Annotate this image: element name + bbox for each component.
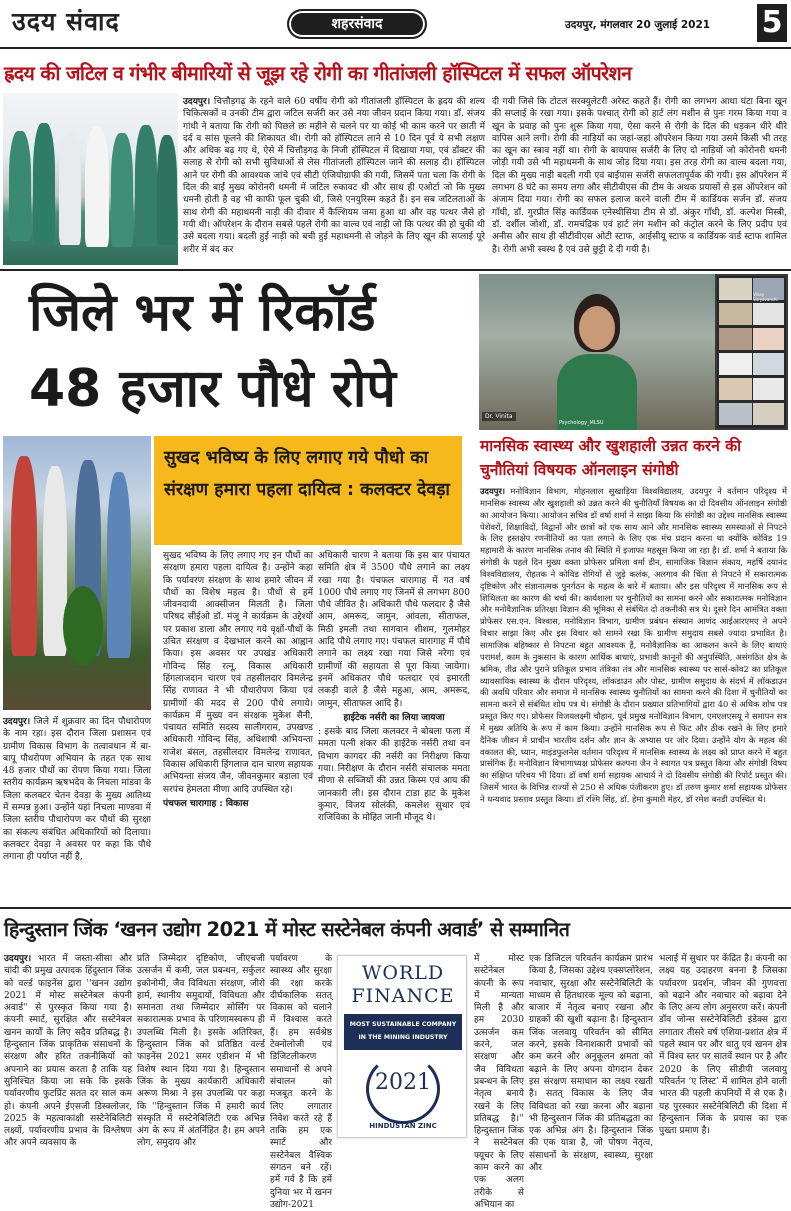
story2-quote-box <box>154 436 462 545</box>
story3-body: उदयपुर। मनोविज्ञान विभाग, मोहनलाल सुखाड़िया विश्वविद्यालय, उदयपुर ने वर्तमान परिदृश्य में मानसिक स्वास्थ्य और खुशहाली को उन्नत करने की चुनौतियाँ विषयक का दो दिवसीय ऑनलाइन संगोष्ठी का आयोजन किया। आयोजन सचिव डॉ वर्षा शर्मा ने साझा किया कि संगोष्ठी का उद्देश्य मानसिक स्वास्थ्य पेशेवरों, शिक्षाविदों, विद्वानों और छात्रों को एक साथ आने और मानसिक स्वास्थ्य समस्याओं से निपटने के लिए हस्तक्षेप रणनीतियों का पता लगाने के लिए एक मंच प्रदान करना था क्योंकि कोविड 19 महामारी के कारण मानसिक तनाव की स्थिति में इजाफा महसूस किया जा रहा है। डॉ. शर्मा ने बताया कि संगोष्ठी के पहले दिन मुख्य वक्ता प्रोफेसर प्रमिला वर्मा डीन, सामाजिक विज्ञान संकाय, महर्षि दयानंद विश्वविद्यालय, रोहतक ने कोविड रोगियों से जुड़े कलंक, अलगाव की चिंता से निपटने में सकारात्मक दृष्टिकोण और संज्ञानात्मक पुनर्गठन के महत्व के बारे में बताया। और इस परिदृश्य में मानसिक रूप से शिथिलता का कारण की चर्चा की। कार्यशाला पर चुनौतियों का सामना करने और सकारात्मक मनोविज्ञान और मनोवैज्ञानिक प्रतिरक्षा विज्ञान की भूमिका से संबंधित दो तकनीकी सत्र थे। दूसरे दिन आमंत्रित वक्ता प्रोफेसर एस.एन. विश्वास, मनोविज्ञान विभाग, ग्रामीण प्रबंधन संस्थान आणंद आईआरएमए ने अपने विचार साझा किए और इस विचार को सामने रखा कि ग्रामीण समुदाय सबसे ज्यादा प्रभावित है। सामाजिक बहिष्कार से निपटना बहुत आवश्यक है, मनोवैज्ञानिक का आकलन करने के लिए बाधाएं परामर्श, काम के नुकसान के कारण आर्थिक बाधाएं, प्रभावी कानूनों की अनुपस्थिति, असंगठित क्षेत्र के श्रमिक, तीव्र और पुराने प्रतिकूल प्रभाव तंत्रिका तंत्र और मानसिक स्वास्थ्य पर सार्स-कोव2 का प्रतिकूल व्यावसायिक स्वास्थ्य के दौरान परिदृश्य, लॉकडाउन और पोस्ट, ग्रामीण समुदाय के संदर्भ में लॉकडाउन की अवधि परिवार और समाज में मानसिक स्वास्थ्य चुनौतियों का सामना करने की दिशा में चुनौतियों का सामना करने से संबंधित शोध पत्र थे। संगोष्ठी के दौरान प्रख्यात प्रतिभागियों द्वारा 40 से अधिक शोध पत्र प्रस्तुत किए गए। प्रोफेसर विजयलक्ष्मी चौहान, पूर्व प्रमुख मनोविज्ञान विभाग, एमएलएसयू ने समापन सत्र में मुख्य अतिथि के रूप में काम किया। उन्होंने मानसिक रूप से फिट और ठीक रखने के लिए हमारे दैनिक जीवन में प्राचीन भारतीय दर्शन और ज्ञान के अभ्यास पर जोर दिया। उन्होंने योग के महत्व की वकालत की, ध्यान, माइंडफुलनेस वर्तमान परिदृश्य में मानसिक स्वास्थ्य के लक्ष्य को प्राप्त करने में बहुत प्रासंगिक हैं। मनोविज्ञान विभागाध्यक्ष प्रोफेसर कल्पना जैन ने स्वागत पत्र प्रस्तुत किया और संगोष्ठी विषय का संक्षिप्त परिचय भी दिया। डॉ वर्षा शर्मा सहायक आचार्य ने दो दिवसीय संगोष्ठी की रिपोर्ट प्रस्तुत की। जिसमें भारत के विभिन्न राज्यों से 250 से अधिक पंजीकरण हुए। डॉ तरुण कुमार शर्मा सहायक प्रोफेसर ने धन्यवाद प्रस्ताव प्रस्तुत किया। डॉ रश्मि सिंह, डॉ. हेमा कुमारी मेहर, डॉ रमेश बनडी उपस्थित थे। <box>480 486 787 804</box>
story4-column-5: एक डिजिटल परिवर्तन कार्यक्रम प्रारंभ किया है, जिसका उद्देश्य एक्सप्लोरेशन, नवाचार, सुरक्षा और सस्टेनेबिलिटी के माध्यम से हितधारक मूल्य को बढ़ाना, बाजार में नेतृत्व बनाए रखना और ग्राहकों की खुशी बढ़ाना है। हिन्दुस्तान जिंक जलवायु परिवर्तन को सीमित करने, इसके विनाशकारी प्रभावों को कम करने और अनुकूलन क्षमता को बढ़ाने के लिए अपना योगदान देकर इस संरक्षण समाधान का लक्ष्य रखती है। सतत् विकास के लिए जैव विविधता को रखा करना और बढ़ाना भी हिन्दुस्तान जिंक की प्रतिबद्धता का एक अभिन्न अंग है। हिन्दुस्तान जिंक की एक यात्रा है, जो पोषण नेतृत्व, संसाधनों के संरक्षण, स्वास्थ्य, सुरक्षा और <box>529 954 653 1174</box>
page-number: 5 <box>761 5 783 40</box>
story2-column-b: अधिकारी चारण ने बताया कि इस बार पंचायत समिति क्षेत्र में 3500 पौधे लगाने का लक्ष्य रखा गया है। पंचफल चारागाह में गत वर्ष 1000 पौधे लगाए गए जिनमें से लगभग 800 पौधे जीवित है। अधिकारी पौधे फलदार है जैसे आम, अमरूद, जामुन, आंवला, सीताफल, मिठी इमली तथा सागवान शीशम, गुलमोहर आदि पौधे लगाए गए। पंचफल चारागाह में पौधे लगाने का लक्ष्य रखा गया जिसे नरेगा एवं ग्रामीणों की सहायता से पूरा किया जायेगा। इनमें अधिकतर पौधे फलदार एवं इमारती लकड़ी वाले है जैसे महुआ, आम, अमरूद, जामुन, सीताफल आदि है। हाईटेक नर्सरी का लिया जायजा : इसके बाद जिला कलक्टर ने बोबला फला में ममता पत्नी शंकर की हाईटेक नर्सरी तथा वन विभाग कागदर की नर्सरी का निरीक्षण किया गया। निरीक्षण के दौरान नर्सरी संचालक ममता मीणा से सब्जियों की उन्नत किस्म एवं आय की जानकारी ली। इस दौरान टाडा हाट के मुकेश कुमार, विजय सोलंकी, कमलेश सुथार एवं राजिविका के मोहित जानी मौजूद थे। <box>318 551 470 824</box>
story4-column-1: उदयपुर। भारत में जस्ता-सीसा और चांदी की प्रमुख उत्पादक हिंदुस्तान जिंक को वर्ल्ड फाइनेंस द्वारा ''खनन उद्योग 2021 में मोस्ट सस्टेनेबल कंपनी अवार्ड'' से पुरस्कृत किया गया है। कंपनी स्मार्ट, सुरक्षित और सस्टेनेबल खनन कार्यों के लिए सदैव प्रतिबद्ध है। हिन्दुस्तान जिंक प्राकृतिक संसाधनों के संरक्षण और हरित तकनीकियों को अपनाने का प्रयास करता है ताकि यह सुनिश्चित किया जा सके कि इसके पर्यावरणीय फुटप्रिंट सतत दर साल कम हो। कंपनी अपने ईएसजी डिस्क्लोजर, 2025 के महत्वाकांक्षी सस्टेनेबिलिटी लक्ष्यों, पर्यावरणीय प्रभाव के विश्लेषण और अपने व्यवसाय के <box>4 954 132 1149</box>
story1-headline: ह्रदय की जटिल व गंभीर बीमारियों से जूझ रहे रोगी का गीतांजली हॉस्पिटल में सफल ऑपरेशन <box>4 62 632 85</box>
section-name: शहरसंवाद <box>331 16 383 32</box>
section-banner <box>287 9 427 39</box>
page-number-box <box>757 4 787 42</box>
story3-headline: मानसिक स्वास्थ्य और खुशहाली उन्नत करने की चुनौतियां विषयक ऑनलाइन संगोष्ठी <box>480 437 742 479</box>
participant-tiles <box>717 276 786 428</box>
story4-headline: हिन्दुस्तान जिंक ‘खनन उद्योग 2021 में मोस्ट सस्टेनेबल कंपनी अवार्ड’ से सम्मानित <box>4 918 570 941</box>
section-rule <box>0 269 791 271</box>
story2-column-a: सुखद भविष्य के लिए लगाए गए इन पौधों का संरक्षण हमारा पहला दायित्व है। उन्होंने कहा कि पर्यावरण संरक्षण के साथ हमारे जीवन में पौधों का विशेष महत्व है। पौधों से हमें जीवनदायी आक्सीजन मिलती है। जिला परिषद सीईओ डॉ. मंजू ने कार्यक्रम के उद्देश्यों पर प्रकाश डाला और लगाए गये वृक्षों-पौधों के उचित संरक्षण व देखभाल करने का आह्वान किया। इस अवसर पर उपखंड अधिकारी गोविन्द सिंह रत्नू, विकास अधिकारी हिंगलाजदान चारण एवं तहसीलदार विमलेन्द्र सिंह राणावत ने भी पौधारोपण किया एवं ग्रामीणों की मदद से 200 पौधे लगाये। कार्यक्रम में मुख्य वन संरक्षक मुकेश सैनी, पंचायत समिति सदस्य सालीगराम, उपखण्ड अधिकारी गोविन्द सिंह, अधिशाषी अभियन्ता राजेश बंसल, तहसीलदार विमलेन्द्र राणावत, विकास अधिकारी हिंगलाज दान चारण सहायक अभियन्ता संजय जैन, जीवनकुमार बड़ाला एवं सरपंच हेमलता मीणा आदि उपस्थित रहे। पंचफल चारागाह : विकास <box>163 551 313 809</box>
award-recipient: HINDUSTAN ZINC <box>369 1122 437 1130</box>
masthead-rule <box>0 47 791 49</box>
story2-headline-box <box>3 274 475 429</box>
story2-column-a-tail: पंचफल चारागाह : विकास <box>163 798 249 809</box>
story2-photo-caption: उदयपुर। जिले में शुक्रवार का दिन पौधारोपण के नाम रहा। इस दौरान जिला प्रशासन एवं ग्रामीण विकास विभाग के तत्वावधान में बा-बापू पौधरोपण अभियान के तहत एक साथ 48 हजार पौधों का रोपण किया गया। जिला स्तरीय कार्यक्रम ऋषभदेव के निचला मांडवा के जिला कलक्टर चेतन देवड़ा के मुख्य आतिथ्य में सम्पन्न हुआ। उन्होंने यहां निचला माण्डवा में जिला स्तरीय पौधारोपण कर पौधों की सुरक्षा का संकल्प संबंधित अधिकारियों को दिलाया। कलक्टर देवड़ा ने अवसर पर कहा कि पौधे लगाना ही पर्याप्त नहीं है, <box>3 717 151 863</box>
story1-column-1: उदयपुर। चित्तौड़गढ़ के रहने वाले 60 वर्षीय रोगी को गीतांजली हॉस्पिटल के ह्रदय की शल्य चिकित्सकों व उनकी टीम द्वारा जटिल सर्जरी कर उसे नया जीवन प्रदान किया गया। डॉ. संजय गांधी ने बताया कि रोगी को पिछले छः महीने से चलने पर या कोई भी काम करने पर छाती में दर्द व सांस फूलने की शिकायत थी। रोगी को हॉस्पिटल लाने से 10 दिन पूर्व ये सभी लक्षण और अधिक बढ़ गए थे, ऐसे में चित्तौड़गढ़ के निजी हॉस्पिटल में दिखाया गया, एवं डॉक्टर की सलाह से रोगी को सभी सुविधाओं से लेस गीतांजली हॉस्पिटल जाने की सलाह दी। हॉस्पिटल आने पर रोगी की आवश्यक जांचे एवं सीटी एंजियोग्राफी की गयी, जिसमें पता चला कि रोगी के दिल की बाईं मुख्य कोरोनरी धमनी में जटिल रुकावट थी और साथ ही एओर्टा जो कि मुख्य धमनी होती है वह भी काफी फूल चुकी थी, जिसे एनयुरिस्म कहते हैं। इन सब जटिलताओं के साथ रोगी की महाधमनी नाड़ी की दीवार में कैल्शियम जमा हुआ था और वह पत्थर जैसे हो गयी थी। ऑपरेशन के दौरान सबसे पहले रोगी का वाल्व एवं नाड़ी जो कि पत्थर की हो चुकी थी उसे बदला गया। बदली हुई नाड़ी को बची हुई महाधमनी से जोड़ने के लिए खून की सप्लाई पूरे शरीर में बंद कर <box>183 97 485 255</box>
masthead <box>0 0 791 46</box>
video-sub-tag: Psychology_MLSU <box>559 420 604 426</box>
story1-photo-hospital-team <box>3 93 178 265</box>
story1-column-2: दी गयी जिसे कि टोटल सरक्युलेटरी अरेस्ट कहते हैं। रोगी का लगभग आधा घंटा बिना खून की सप्लाई के रखा गया। इसके पश्चात् रोगी को हार्ट लंग मशीन से पुनः गरम किया गया व खून के प्रवाह को पुनः शुरू किया गया, ऐसा करने से रोगी के दिल की धड़कन धीरे धीरे वापिस आने लगी। रोगी की नाड़ियों का जहां-जहां ऑपरेशन किया गया उसमे किसी भी तरह का खून का स्त्राव नहीं था। रोगी के बायपास सर्जरी के लिए दो नाड़ियों जो कोरोनरी धमनी जोड़ी गयी उसे भी महाधमनी के साथ जोड़ दिया गया। इस तरह रोगी का वाल्व बदला गया, दिल की मुख्य नाड़ी बदली गयी एवं बाईपास सर्जरी सफलतापूर्वक की गयी। इस ऑपरेशन में लगभग 8 घंटे का समय लगा और सीटीवीएस की टीम के अथक प्रयासों से इस ऑपरेशन को अंजाम दिया गया। रोगी का सफल इलाज करने वाली टीम में कार्डियक सर्जन डॉ. संजय गाँधी, डॉ. गुरप्रीत सिंह कार्डियक एनेस्थीसिया टीम से डॉ. अंकुर गाँधी, डॉ. कल्पेश मिस्त्री, डॉ. दर्शील जोशी, डॉ. रामचंद्रिक एवं हार्ट लंग मशीन को कंट्रोल करने के लिए प्रदीप एवं अनीस और साथ ही सीटीवीएस ओटी स्टाफ, आईसीयू स्टाफ व कार्डियक वार्ड स्टाफ शामिल है। रोगी अभी स्वस्थ है एवं उसे छुट्टी दे दी गयी है। <box>492 97 787 255</box>
story2-headline-line2: 48 हजार पौधे रोपे <box>29 359 396 419</box>
story2-subhead-nursery: हाईटेक नर्सरी का लिया जायजा <box>343 712 445 723</box>
award-brand-2: FINANCE <box>351 985 455 1007</box>
story2-photo-plantation <box>3 436 151 710</box>
section-rule-2 <box>0 907 791 909</box>
story4-column-4: में मोस्ट सस्टेनेबल कंपनी के रूप में मान्यता मिली है और हम 2030 उत्सर्जन कम करने, जल संरक्षण और जैव विविधता प्रबन्धन के लिए नेतृत्व बनाये रखने के लिए प्रतिबद्ध है।'' हिन्दुस्तान जिंक ने सस्टेनेबल फ्यूचर के लिए काम करने का एक अलग तरीके से अभियान का <box>474 954 524 1210</box>
masthead-title: उदय संवाद <box>12 7 120 36</box>
story4-column-3: पर्यावरण के स्वास्थ्य और सुरक्षा की रक्षा करके दीर्घकालिक सतत् विकास को चलाने में विश्वास करते हैं। हम सर्वश्रेष्ठ टेक्नोलोजी एवं डिजिटलीकरण समाधानों से अपने संचालन को मजबूत करने के लिए लगातार निवेश करते रहे हैं ताकि हम एक स्मार्ट और सस्टेनेबल वैश्विक संगठन बने रहें। हमें गर्व है कि हमें दुनिया भर में खनन उद्योग-2021 <box>270 954 332 1210</box>
award-graphic <box>337 955 467 1138</box>
dateline: उदयपुर, मंगलवार 20 जुलाई 2021 <box>565 19 711 31</box>
video-name-tag: Dr. Vinita <box>482 412 516 421</box>
story3-video-screenshot <box>479 274 788 430</box>
story4-column-2: प्रति जिम्मेदार दृष्टिकोण, जीएचजी उत्सर्जन में कमी, जल प्रबन्धन, सर्कुलर इकोनोमी, जैव विविधता संरक्षण, जीरो हार्म, स्थानीय समुदायों, विविधता और समानता तथा जिम्मेदार सोर्सिंग पर सकारात्मक प्रभाव के परिणामस्वरूप ही उपलब्धि मिली है। इसके अतिरिक्त, हिन्दुस्तान जिंक को प्रतिष्ठित वर्ल्ड फाइनेंस 2021 समर एडीशन में भी विशेष स्थान दिया गया है। हिन्दुस्तान जिंक के मुख्य कार्यकारी अधिकारी अरूण मिश्रा ने इस उपलब्धि पर कहा कि ''हिन्दुस्तान जिंक में हमारी कार्य संस्कृति में सस्टेनेबिलिटी एक अभिन्न अंग के रूप में अंतर्निहित है। हम अपने लोग, समुदाय और <box>137 954 265 1149</box>
story4-column-6: भलाई में सुधार पर केंद्रित है। कंपनी का लक्ष्य यह उदाहरण बनना है जिसका पर्यावरण प्रदर्शन, जीवन की गुणवत्ता को बढ़ाने और नवाचार को बढ़ावा देने के लिए अन्य लोग अनुसरण करें। कंपनी डॉव जोन्स सस्टेनेबिलिटी इंडेक्स द्वारा लगातार तीसरे वर्ष एशिया-प्रशांत क्षेत्र में पहले स्थान पर और धातु एवं खनन क्षेत्र में विश्व स्तर पर सातवें स्थान पर है और 2020 के लिए सीडीपी जलवायु परिवर्तन ‘ए लिस्ट’ में शामिल होने वाली भारत की पहली कंपनियों में से एक है। यह पुरस्कार सस्टेनेबिलिटी की दिशा में हिन्दुस्तान जिंक के प्रयास का एक पुख्ता प्रमाण है। <box>659 954 787 1137</box>
award-brand-1: WORLD <box>361 962 445 984</box>
tile-label: Vinay Suryavanshi <box>753 292 778 302</box>
story2-quote: सुखद भविष्य के लिए लगाए गये पौधो का संरक्षण हमारा पहला दायित्व : कलक्टर देवड़ा <box>164 448 450 500</box>
story2-headline-line1: जिले भर में रिकॉर्ड <box>29 283 376 343</box>
award-banner: MOST SUSTAINABLE COMPANY IN THE MINING INDUSTRY <box>344 1014 462 1050</box>
award-year: 2021 <box>375 1070 431 1095</box>
